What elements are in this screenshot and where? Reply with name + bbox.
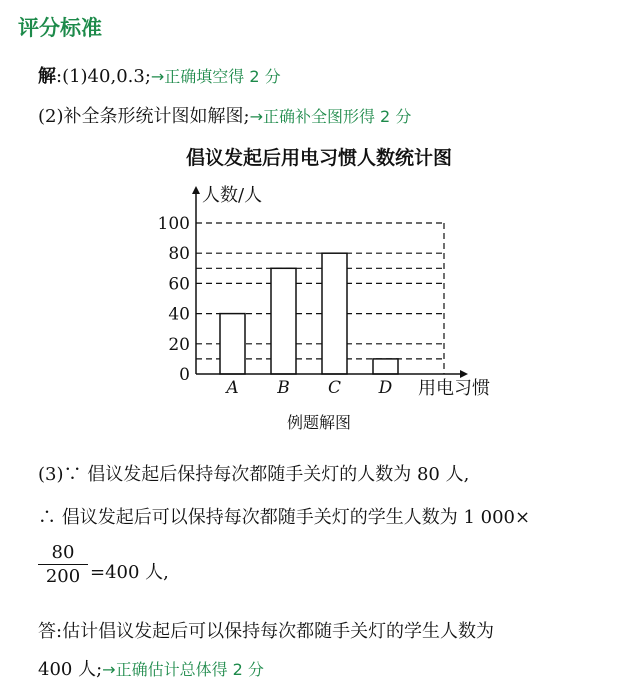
answer-6-note: →正确估计总体得 2 分	[102, 660, 264, 679]
answer-1-text: :(1)40,0.3;	[56, 66, 151, 87]
bar-D	[373, 359, 398, 374]
bar-A	[220, 314, 245, 374]
y-axis-label: 人数/人	[202, 185, 263, 206]
x-tick-label: B	[277, 378, 290, 398]
answer-1-note: →正确填空得 2 分	[150, 67, 281, 86]
y-tick-label: 60	[168, 274, 190, 295]
answer-label: 解	[38, 66, 56, 87]
y-axis-arrow	[192, 186, 200, 194]
fraction-bar	[38, 564, 88, 565]
y-tick-label: 100	[157, 214, 190, 234]
x-tick-label: A	[226, 378, 239, 398]
answer-line-4: ∴ 倡议发起后可以保持每次都随手关灯的学生人数为 1 000×	[38, 507, 531, 528]
fraction-numerator: 80	[51, 542, 75, 563]
answer-2-note: →正确补全图形得 2 分	[249, 107, 412, 126]
x-axis-arrow	[460, 370, 468, 378]
y-tick-label: 80	[168, 244, 190, 265]
answer-line-3: (3)∵ 倡议发起后保持每次都随手关灯的人数为 80 人,	[38, 464, 470, 485]
fraction-result: =400 人,	[90, 562, 169, 583]
answer-6-text: 400 人;	[38, 659, 103, 680]
answer-2-text: (2)补全条形统计图如解图;	[38, 106, 250, 127]
bar-B	[271, 268, 296, 374]
y-tick-label: 40	[168, 304, 190, 325]
chart-caption: 例题解图	[286, 413, 351, 432]
answer-line-5: 答:估计倡议发起后可以保持每次都随手关灯的学生人数为	[38, 621, 495, 642]
answer-line-6	[38, 655, 264, 681]
fraction-denominator: 200	[45, 566, 81, 587]
x-tick-label: D	[378, 378, 393, 398]
scoring-heading: 评分标准	[18, 16, 102, 40]
y-tick-label: 0	[179, 365, 190, 385]
chart-title: 倡议发起后用电习惯人数统计图	[185, 147, 452, 169]
fraction	[38, 542, 88, 587]
x-tick-label: C	[327, 378, 342, 398]
bar-C	[322, 253, 347, 374]
x-axis-label: 用电习惯	[418, 378, 490, 399]
y-tick-label: 20	[168, 334, 190, 355]
